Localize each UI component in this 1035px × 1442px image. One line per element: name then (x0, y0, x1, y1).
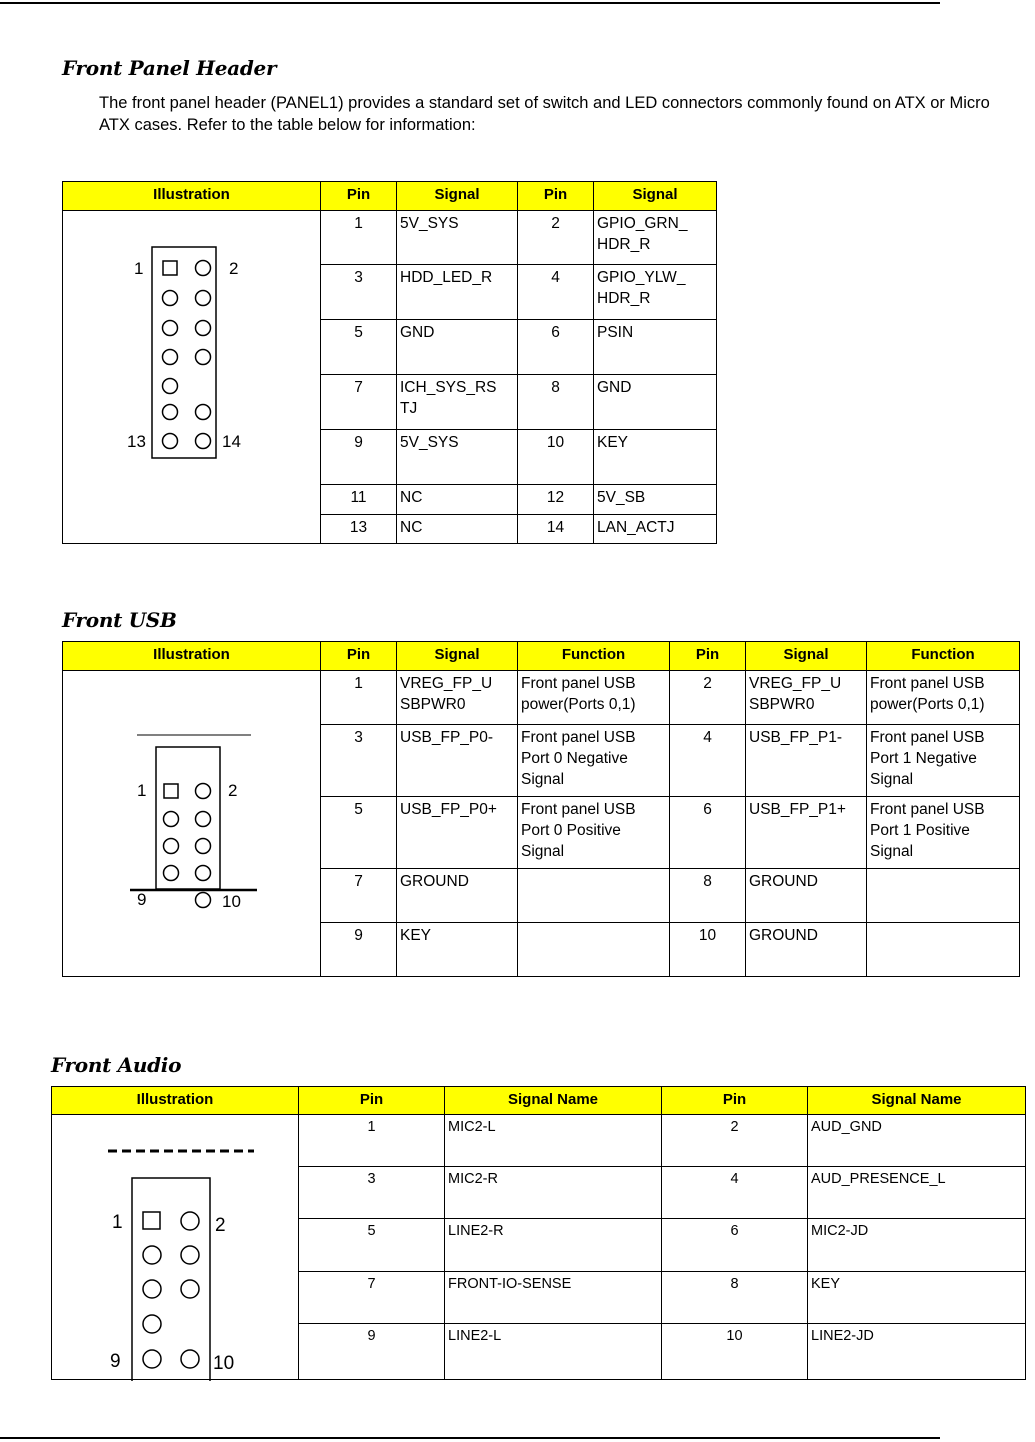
table-row (63, 211, 717, 265)
signal-cell: MIC2-JD (808, 1219, 1026, 1272)
signal-cell: MIC2-L (445, 1115, 662, 1167)
pin-label: 10 (213, 1353, 235, 1374)
pin-cell: 7 (299, 1272, 445, 1324)
table-header-row (63, 642, 1020, 671)
front-panel-illustration (63, 211, 321, 544)
function-cell: Front panel USB Port 1 Positive Signal (867, 797, 1020, 869)
signal-cell: GPIO_GRN_ HDR_R (594, 211, 717, 265)
signal-cell: GND (397, 320, 518, 375)
pin-cell: 10 (670, 923, 746, 977)
signal-cell: USB_FP_P0- (397, 725, 518, 797)
col-header: Pin (518, 182, 594, 211)
pin-cell: 7 (321, 375, 397, 430)
col-header: Pin (321, 182, 397, 211)
signal-cell: USB_FP_P0+ (397, 797, 518, 869)
pin-cell: 4 (670, 725, 746, 797)
table-row (63, 671, 1020, 725)
pin1-square (163, 261, 177, 275)
pin-label: 10 (222, 892, 241, 911)
signal-cell: LAN_ACTJ (594, 515, 717, 544)
table-header-row (52, 1087, 1026, 1115)
pin-label: 9 (137, 890, 147, 909)
col-header: Signal Name (445, 1087, 662, 1115)
front-audio-title: Front Audio (51, 1053, 182, 1077)
pin-label: 14 (222, 432, 241, 451)
front-audio-illustration (52, 1115, 299, 1380)
header-rule (0, 2, 940, 4)
signal-cell: PSIN (594, 320, 717, 375)
pin-cell: 6 (670, 797, 746, 869)
function-cell (867, 869, 1020, 923)
pin-cell: 6 (662, 1219, 808, 1272)
signal-cell: GROUND (397, 869, 518, 923)
function-cell (867, 923, 1020, 977)
signal-cell: HDD_LED_R (397, 265, 518, 320)
pin-cell: 3 (321, 725, 397, 797)
col-header: Signal (397, 182, 518, 211)
pin-label: 1 (134, 259, 144, 278)
col-header: Pin (662, 1087, 808, 1115)
front-panel-header-title: Front Panel Header (62, 56, 277, 80)
pin-cell: 5 (321, 797, 397, 869)
signal-cell: AUD_GND (808, 1115, 1026, 1167)
signal-cell: ICH_SYS_RS TJ (397, 375, 518, 430)
signal-cell: AUD_PRESENCE_L (808, 1167, 1026, 1219)
pin-cell: 14 (518, 515, 594, 544)
pin-cell: 9 (299, 1324, 445, 1380)
pin-label: 9 (110, 1351, 121, 1372)
pin-label: 2 (228, 781, 238, 800)
function-cell: Front panel USB Port 1 Negative Signal (867, 725, 1020, 797)
signal-cell: NC (397, 485, 518, 515)
signal-cell: 5V_SYS (397, 430, 518, 485)
pin-cell: 9 (321, 430, 397, 485)
col-header: Function (518, 642, 670, 671)
pin-cell: 8 (662, 1272, 808, 1324)
signal-cell: 5V_SYS (397, 211, 518, 265)
table-row (52, 1115, 1026, 1167)
pin-cell: 3 (299, 1167, 445, 1219)
signal-cell: USB_FP_P1+ (746, 797, 867, 869)
col-header: Signal (397, 642, 518, 671)
pin-label: 13 (127, 432, 146, 451)
front-usb-illustration (63, 671, 321, 977)
col-header: Pin (321, 642, 397, 671)
function-cell: Front panel USB Port 0 Negative Signal (518, 725, 670, 797)
front-panel-table (62, 181, 717, 544)
pin-cell: 1 (299, 1115, 445, 1167)
signal-cell: KEY (594, 430, 717, 485)
pin-cell: 6 (518, 320, 594, 375)
pin1-square (143, 1212, 160, 1229)
pin-cell: 1 (321, 211, 397, 265)
front-usb-title: Front USB (62, 608, 177, 632)
signal-cell: VREG_FP_U SBPWR0 (746, 671, 867, 725)
signal-cell: 5V_SB (594, 485, 717, 515)
signal-cell: GPIO_YLW_ HDR_R (594, 265, 717, 320)
pin-cell: 11 (321, 485, 397, 515)
usb-header-diagram (63, 671, 321, 976)
signal-cell: VREG_FP_U SBPWR0 (397, 671, 518, 725)
pin-cell: 7 (321, 869, 397, 923)
pin-cell: 4 (518, 265, 594, 320)
pin-cell: 13 (321, 515, 397, 544)
pin-cell: 4 (662, 1167, 808, 1219)
function-cell: Front panel USB power(Ports 0,1) (867, 671, 1020, 725)
signal-cell: USB_FP_P1- (746, 725, 867, 797)
pin-cell: 3 (321, 265, 397, 320)
col-header: Illustration (63, 182, 321, 211)
front-audio-table (51, 1086, 1026, 1380)
pin-label: 2 (215, 1215, 226, 1236)
pin-cell: 2 (662, 1115, 808, 1167)
col-header: Signal (746, 642, 867, 671)
pin-label: 2 (229, 259, 239, 278)
pin-cell: 5 (299, 1219, 445, 1272)
pin-cell: 10 (518, 430, 594, 485)
pin-cell: 5 (321, 320, 397, 375)
pin-cell: 8 (670, 869, 746, 923)
pin-cell: 1 (321, 671, 397, 725)
col-header: Signal Name (808, 1087, 1026, 1115)
pin-cell: 8 (518, 375, 594, 430)
pin-cell: 12 (518, 485, 594, 515)
pin-label: 1 (112, 1212, 123, 1233)
pin-cell: 2 (518, 211, 594, 265)
front-usb-table (62, 641, 1020, 977)
signal-cell: GROUND (746, 923, 867, 977)
col-header: Illustration (52, 1087, 299, 1115)
col-header: Pin (299, 1087, 445, 1115)
pin1-square (164, 784, 178, 798)
signal-cell: KEY (808, 1272, 1026, 1324)
signal-cell: LINE2-JD (808, 1324, 1026, 1380)
signal-cell: GND (594, 375, 717, 430)
signal-cell: FRONT-IO-SENSE (445, 1272, 662, 1324)
col-header: Function (867, 642, 1020, 671)
pin-label: 1 (137, 781, 147, 800)
footer-rule (0, 1437, 940, 1439)
col-header: Signal (594, 182, 717, 211)
pin-cell: 2 (670, 671, 746, 725)
signal-cell: MIC2-R (445, 1167, 662, 1219)
table-header-row (63, 182, 717, 211)
pin-cell: 9 (321, 923, 397, 977)
signal-cell: GROUND (746, 869, 867, 923)
signal-cell: LINE2-L (445, 1324, 662, 1380)
panel-header-diagram (63, 211, 321, 541)
function-cell (518, 869, 670, 923)
function-cell (518, 923, 670, 977)
signal-cell: KEY (397, 923, 518, 977)
col-header: Illustration (63, 642, 321, 671)
function-cell: Front panel USB power(Ports 0,1) (518, 671, 670, 725)
audio-header-diagram (52, 1115, 299, 1381)
col-header: Pin (670, 642, 746, 671)
front-panel-intro: The front panel header (PANEL1) provides a standard set of switch and LED connectors commonly found on ATX or Micro ATX cases. Refer to the table below for information: (99, 94, 990, 134)
function-cell: Front panel USB Port 0 Positive Signal (518, 797, 670, 869)
signal-cell: NC (397, 515, 518, 544)
signal-cell: LINE2-R (445, 1219, 662, 1272)
pin-cell: 10 (662, 1324, 808, 1380)
